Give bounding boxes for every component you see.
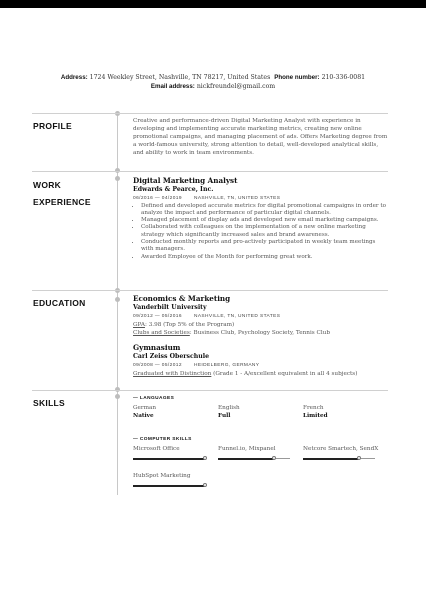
address-label: Address: xyxy=(60,74,88,81)
graduation-label: Graduated with Distinction xyxy=(133,370,212,377)
degree-title: Gymnasium xyxy=(133,343,181,352)
education-meta xyxy=(133,362,389,370)
timeline-dot xyxy=(115,394,120,399)
skill-name: Funnel.io, Mixpanel xyxy=(218,446,276,452)
profile-heading: PROFILE xyxy=(33,121,72,131)
skill-bar-fill xyxy=(218,458,274,460)
job-location: NASHVILLE, TN, UNITED STATES xyxy=(193,195,281,201)
contact-line-1 xyxy=(0,73,426,82)
work-heading-line2: EXPERIENCE xyxy=(33,197,91,207)
gpa-line xyxy=(133,321,389,329)
skill-bar-knob xyxy=(357,456,361,460)
gpa-label: GPA xyxy=(133,321,145,328)
education-entry-2 xyxy=(133,344,389,378)
language-item xyxy=(133,404,156,420)
skill-level-bar xyxy=(133,482,209,489)
email-label: Email address: xyxy=(150,83,195,90)
timeline-dot xyxy=(115,297,120,302)
work-heading-line1: WORK xyxy=(33,180,62,190)
skill-item xyxy=(133,472,209,489)
timeline-dot xyxy=(115,176,120,181)
language-level: Limited xyxy=(303,413,328,419)
skill-bar-fill xyxy=(303,458,359,460)
skills-heading: SKILLS xyxy=(33,398,66,408)
job-title: Digital Marketing Analyst xyxy=(133,176,238,185)
school-name: Vanderbilt University xyxy=(133,303,207,311)
profile-summary: Creative and performance-driven Digital Marketing Analyst with experience in developing and implementing accurate marketing metrics, creating new online promotional campaigns, and managing placement of ads. Offers Marketing degree from a world-famous university, strong attention to detail, well-developed analytical skills, and ability to work in team environments. xyxy=(133,118,388,157)
education-dates: 09/2012 — 05/2016 xyxy=(133,313,182,319)
job-entry xyxy=(133,177,389,261)
job-duty: • Defined and developed accurate metrics for digital promotional campaigns in order to analyze the impact and performance of particular digital channels. xyxy=(141,203,389,218)
job-duties-list xyxy=(133,203,389,261)
section-divider xyxy=(32,171,388,172)
gpa-value: : 3.98 (Top 5% of the Program) xyxy=(144,321,235,328)
section-divider xyxy=(32,113,388,114)
language-item xyxy=(218,404,240,420)
job-dates: 06/2016 — 04/2019 xyxy=(133,195,182,201)
job-duty: • Collaborated with colleagues on the implementation of a new online marketing strategy which significantly increased sales and brand awareness. xyxy=(141,224,389,239)
skill-level-bar xyxy=(303,455,379,462)
languages-heading: — LANGUAGES xyxy=(133,396,175,401)
job-duty: • Conducted monthly reports and pro-actively participated in weekly team meetings with managers. xyxy=(141,239,389,254)
skill-item xyxy=(218,445,294,462)
skill-bar-fill xyxy=(133,485,205,487)
school-name: Carl Zeiss Oberschule xyxy=(133,352,210,360)
company-name: Edwards & Pearce, Inc. xyxy=(133,185,214,193)
job-meta xyxy=(133,195,389,203)
section-divider xyxy=(32,390,388,391)
section-divider xyxy=(32,290,388,291)
job-duty: • Awarded Employee of the Month for performing great work. xyxy=(141,254,389,261)
education-entry-1 xyxy=(133,295,389,337)
education-meta xyxy=(133,313,389,321)
language-level: Full xyxy=(218,413,231,419)
clubs-label: Clubs and Societies xyxy=(133,329,190,336)
clubs-line xyxy=(133,329,389,337)
language-name: German xyxy=(133,405,157,411)
address-value: 1724 Weekley Street, Nashville, TN 78217, United States xyxy=(89,74,271,81)
skill-name: Microsoft Office xyxy=(133,446,180,452)
skill-level-bar xyxy=(218,455,294,462)
clubs-value: : Business Club, Psychology Society, Tennis Club xyxy=(189,329,330,336)
skill-bar-knob xyxy=(272,456,276,460)
skill-bar-knob xyxy=(203,456,207,460)
language-level: Native xyxy=(133,413,154,419)
phone-value: 210-336-0081 xyxy=(321,74,366,81)
language-name: French xyxy=(303,405,324,411)
education-location: HEIDELBERG, GERMANY xyxy=(193,362,260,368)
skill-item xyxy=(303,445,379,462)
skill-level-bar xyxy=(133,455,209,462)
phone-label: Phone number: xyxy=(274,74,320,81)
degree-title: Economics & Marketing xyxy=(133,294,231,303)
job-duty: • Managed placement of display ads and developed new email marketing campaigns. xyxy=(141,217,389,224)
skill-bar-fill xyxy=(133,458,205,460)
skill-bar-knob xyxy=(203,483,207,487)
computer-skills-heading: — COMPUTER SKILLS xyxy=(133,437,192,442)
education-dates: 09/2008 — 05/2012 xyxy=(133,362,182,368)
language-name: English xyxy=(218,405,240,411)
contact-line-2 xyxy=(0,82,426,91)
email-value[interactable]: nickfreundel@gmail.com xyxy=(196,83,276,90)
graduation-value: (Grade 1 - A/excellent equivalent in all 4 subjects) xyxy=(211,370,358,377)
top-black-bar xyxy=(0,0,426,8)
education-location: NASHVILLE, TN, UNITED STATES xyxy=(193,313,281,319)
skill-item xyxy=(133,445,209,462)
work-heading xyxy=(33,177,91,211)
language-item xyxy=(303,404,328,420)
graduation-line xyxy=(133,370,389,378)
skill-name: HubSpot Marketing xyxy=(133,473,191,479)
skill-name: Netcore Smartech, SendX xyxy=(303,446,379,452)
education-heading: EDUCATION xyxy=(33,298,86,308)
